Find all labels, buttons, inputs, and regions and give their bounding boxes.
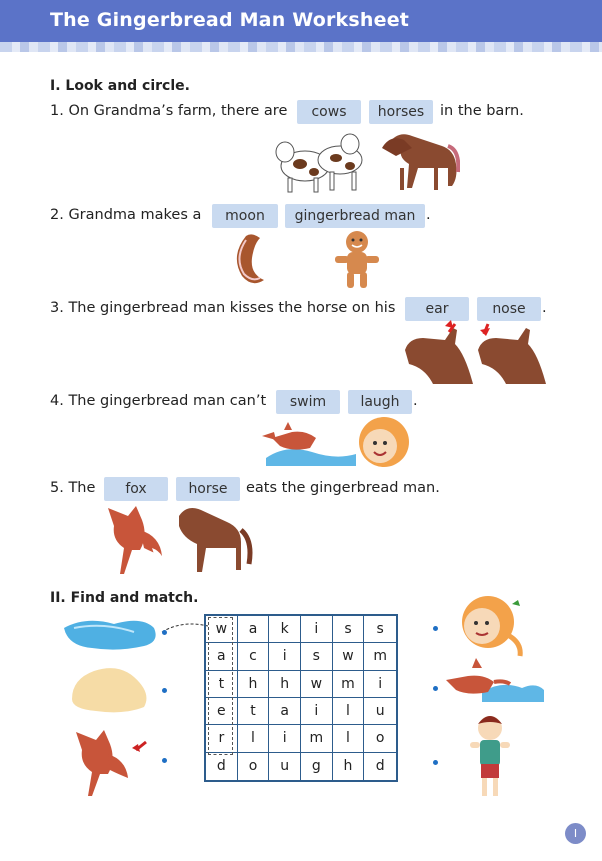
- grid-cell[interactable]: h: [238, 671, 270, 698]
- grid-cell[interactable]: a: [238, 616, 270, 643]
- question-3-option-nose[interactable]: nose: [477, 297, 541, 321]
- question-4-option-laugh[interactable]: laugh: [348, 390, 412, 414]
- horse-image: [175, 502, 255, 576]
- grid-cell[interactable]: i: [269, 643, 301, 670]
- grid-cell[interactable]: m: [364, 643, 396, 670]
- grid-cell[interactable]: t: [206, 671, 238, 698]
- question-1-option-cows[interactable]: cows: [297, 100, 361, 124]
- fox-in-water-image: [442, 656, 548, 708]
- section-2-title: II. Find and match.: [50, 590, 199, 606]
- grid-cell[interactable]: i: [301, 616, 333, 643]
- water-image: [58, 616, 158, 654]
- grid-cell[interactable]: g: [301, 753, 333, 780]
- grid-cell[interactable]: u: [364, 698, 396, 725]
- question-3-suffix: .: [542, 300, 547, 316]
- grid-cell[interactable]: w: [301, 671, 333, 698]
- question-4-text: 4. The gingerbread man can’t: [50, 393, 267, 409]
- grid-cell[interactable]: a: [206, 643, 238, 670]
- grid-cell[interactable]: i: [301, 698, 333, 725]
- boy-image: [466, 712, 516, 802]
- question-1-option-horses[interactable]: horses: [369, 100, 433, 124]
- match-dot-right-3[interactable]: [433, 760, 438, 765]
- moon-cookie-image: [228, 232, 268, 288]
- gingerbread-man-image: [333, 228, 383, 292]
- question-2-suffix: .: [426, 207, 431, 223]
- grid-cell[interactable]: o: [238, 753, 270, 780]
- grid-cell[interactable]: k: [269, 616, 301, 643]
- grid-cell[interactable]: t: [238, 698, 270, 725]
- header-decoration-strip: [0, 42, 602, 52]
- match-dot-right-1[interactable]: [433, 626, 438, 631]
- page-title: The Gingerbread Man Worksheet: [50, 9, 410, 31]
- page-number-badge: I: [565, 823, 586, 844]
- match-dot-left-3[interactable]: [162, 758, 167, 763]
- question-4-suffix: .: [413, 393, 418, 409]
- grid-cell[interactable]: c: [238, 643, 270, 670]
- example-connector-line: [160, 620, 210, 634]
- question-2-option-gingerbread-man[interactable]: gingerbread man: [285, 204, 425, 228]
- grid-cell[interactable]: m: [333, 671, 365, 698]
- question-2-option-moon[interactable]: moon: [212, 204, 278, 228]
- grid-cell[interactable]: e: [206, 698, 238, 725]
- grid-cell[interactable]: h: [333, 753, 365, 780]
- grid-cell[interactable]: s: [364, 616, 396, 643]
- question-3-option-ear[interactable]: ear: [405, 297, 469, 321]
- grid-cell[interactable]: s: [333, 616, 365, 643]
- question-1-suffix: in the barn.: [440, 103, 524, 119]
- grid-cell[interactable]: a: [269, 698, 301, 725]
- grid-cell[interactable]: l: [238, 725, 270, 752]
- grid-cell[interactable]: d: [206, 753, 238, 780]
- laughing-face-image: [356, 414, 412, 470]
- question-4-option-swim[interactable]: swim: [276, 390, 340, 414]
- question-5-option-fox[interactable]: fox: [104, 477, 168, 501]
- question-5-suffix: eats the gingerbread man.: [246, 480, 440, 496]
- grid-cell[interactable]: u: [269, 753, 301, 780]
- word-search-grid: [204, 614, 398, 782]
- horse-nose-image: [476, 320, 548, 384]
- grid-cell[interactable]: r: [206, 725, 238, 752]
- horses-image: [378, 124, 460, 196]
- match-dot-left-2[interactable]: [162, 688, 167, 693]
- fox-image: [104, 500, 166, 578]
- gingerbread-face-image: [444, 590, 534, 660]
- fox-tail-image: [70, 724, 150, 800]
- cows-image: [270, 124, 370, 196]
- question-2-text: 2. Grandma makes a: [50, 207, 202, 223]
- grid-cell[interactable]: d: [375, 758, 385, 775]
- grid-cell[interactable]: l: [333, 698, 365, 725]
- question-5-option-horse[interactable]: horse: [176, 477, 240, 501]
- horse-ear-image: [403, 320, 475, 384]
- section-1-title: I. Look and circle.: [50, 78, 190, 94]
- grid-cell[interactable]: o: [364, 725, 396, 752]
- fox-swimming-image: [262, 414, 358, 470]
- question-3-text: 3. The gingerbread man kisses the horse on his: [50, 300, 396, 316]
- grid-cell[interactable]: w: [333, 643, 365, 670]
- grid-cell[interactable]: i: [364, 671, 396, 698]
- grid-cell[interactable]: w: [206, 616, 238, 643]
- grid-cell[interactable]: i: [269, 725, 301, 752]
- match-dot-left-1[interactable]: [162, 630, 167, 635]
- grid-cell[interactable]: m: [301, 725, 333, 752]
- example-answer-outline: [208, 617, 233, 755]
- header-bar: [0, 0, 602, 42]
- grid-cell[interactable]: s: [301, 643, 333, 670]
- question-5-text: 5. The: [50, 480, 96, 496]
- grid-cell[interactable]: l: [333, 725, 365, 752]
- match-dot-right-2[interactable]: [433, 686, 438, 691]
- dough-image: [68, 665, 152, 715]
- grid-cell[interactable]: h: [269, 671, 301, 698]
- question-1-text: 1. On Grandma’s farm, there are: [50, 103, 288, 119]
